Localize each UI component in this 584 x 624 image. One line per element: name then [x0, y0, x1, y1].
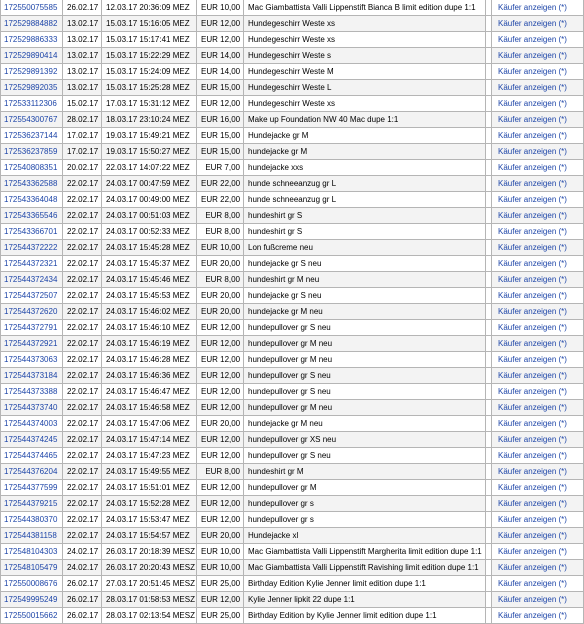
- price: EUR 12,00: [197, 352, 244, 368]
- end-date: 24.03.17 15:45:28 MEZ: [102, 240, 197, 256]
- table-row: [1, 272, 584, 288]
- item-number-link[interactable]: 172554300767: [1, 112, 63, 128]
- table-row: [1, 480, 584, 496]
- price: EUR 15,00: [197, 144, 244, 160]
- show-buyer-link[interactable]: Käufer anzeigen (*): [492, 320, 584, 336]
- end-date: 24.03.17 15:46:02 MEZ: [102, 304, 197, 320]
- table-row: [1, 208, 584, 224]
- item-number-link[interactable]: 172544377599: [1, 480, 63, 496]
- price: EUR 10,00: [197, 560, 244, 576]
- start-date: 22.02.17: [63, 448, 102, 464]
- table-row: [1, 48, 584, 64]
- item-number-link[interactable]: 172544372620: [1, 304, 63, 320]
- item-title: Birthday Edition by Kylie Jenner limit edition dupe 1:1: [244, 608, 486, 624]
- item-number-link[interactable]: 172543362588: [1, 176, 63, 192]
- table-row: [1, 80, 584, 96]
- start-date: 22.02.17: [63, 432, 102, 448]
- item-title: hundejacke gr S neu: [244, 256, 486, 272]
- end-date: 19.03.17 15:49:21 MEZ: [102, 128, 197, 144]
- item-title: hundepullover gr s: [244, 512, 486, 528]
- end-date: 24.03.17 15:46:19 MEZ: [102, 336, 197, 352]
- item-number-link[interactable]: 172536237144: [1, 128, 63, 144]
- start-date: 26.02.17: [63, 576, 102, 592]
- table-row: [1, 512, 584, 528]
- item-number-link[interactable]: 172544379215: [1, 496, 63, 512]
- table-row: [1, 384, 584, 400]
- price: EUR 25,00: [197, 576, 244, 592]
- item-title: hunde schneeanzug gr L: [244, 192, 486, 208]
- table-row: [1, 128, 584, 144]
- item-title: hundepullover gr M neu: [244, 336, 486, 352]
- price: EUR 20,00: [197, 528, 244, 544]
- start-date: 22.02.17: [63, 352, 102, 368]
- item-title: hundepullover gr S neu: [244, 320, 486, 336]
- item-number-link[interactable]: 172549995249: [1, 592, 63, 608]
- show-buyer-link[interactable]: Käufer anzeigen (*): [492, 480, 584, 496]
- start-date: 13.02.17: [63, 16, 102, 32]
- show-buyer-link[interactable]: Käufer anzeigen (*): [492, 432, 584, 448]
- table-row: [1, 368, 584, 384]
- item-title: hundejacke xxs: [244, 160, 486, 176]
- show-buyer-link[interactable]: Käufer anzeigen (*): [492, 272, 584, 288]
- start-date: 22.02.17: [63, 176, 102, 192]
- item-number-link[interactable]: 172548105479: [1, 560, 63, 576]
- show-buyer-link[interactable]: Käufer anzeigen (*): [492, 512, 584, 528]
- start-date: 22.02.17: [63, 368, 102, 384]
- item-title: hundepullover gr M neu: [244, 400, 486, 416]
- price: EUR 22,00: [197, 192, 244, 208]
- item-number-link[interactable]: 172544373063: [1, 352, 63, 368]
- item-number-link[interactable]: 172529886333: [1, 32, 63, 48]
- price: EUR 14,00: [197, 48, 244, 64]
- end-date: 24.03.17 00:47:59 MEZ: [102, 176, 197, 192]
- start-date: 22.02.17: [63, 304, 102, 320]
- start-date: 22.02.17: [63, 208, 102, 224]
- item-number-link[interactable]: 172544376204: [1, 464, 63, 480]
- item-number-link[interactable]: 172544373740: [1, 400, 63, 416]
- start-date: 22.02.17: [63, 224, 102, 240]
- show-buyer-link[interactable]: Käufer anzeigen (*): [492, 176, 584, 192]
- price: EUR 25,00: [197, 608, 244, 624]
- end-date: 15.03.17 15:16:05 MEZ: [102, 16, 197, 32]
- item-title: hundejacke gr M neu: [244, 416, 486, 432]
- item-title: Mac Giambattista Valli Lippenstift Bianca B limit edition dupe 1:1: [244, 0, 486, 16]
- show-buyer-link[interactable]: Käufer anzeigen (*): [492, 128, 584, 144]
- item-title: Kylie Jenner lipkit 22 dupe 1:1: [244, 592, 486, 608]
- end-date: 15.03.17 15:17:41 MEZ: [102, 32, 197, 48]
- show-buyer-link[interactable]: Käufer anzeigen (*): [492, 416, 584, 432]
- item-number-link[interactable]: 172550075585: [1, 0, 63, 16]
- table-body: [1, 0, 584, 624]
- start-date: 22.02.17: [63, 384, 102, 400]
- end-date: 28.03.17 01:58:53 MESZ: [102, 592, 197, 608]
- item-number-link[interactable]: 172544372434: [1, 272, 63, 288]
- item-number-link[interactable]: 172533112306: [1, 96, 63, 112]
- start-date: 17.02.17: [63, 144, 102, 160]
- end-date: 24.03.17 15:47:23 MEZ: [102, 448, 197, 464]
- show-buyer-link[interactable]: Käufer anzeigen (*): [492, 160, 584, 176]
- table-row: [1, 64, 584, 80]
- show-buyer-link[interactable]: Käufer anzeigen (*): [492, 336, 584, 352]
- price: EUR 12,00: [197, 32, 244, 48]
- table-row: [1, 592, 584, 608]
- price: EUR 12,00: [197, 384, 244, 400]
- item-title: Make up Foundation NW 40 Mac dupe 1:1: [244, 112, 486, 128]
- show-buyer-link[interactable]: Käufer anzeigen (*): [492, 368, 584, 384]
- item-title: Hundegeschirr Weste M: [244, 64, 486, 80]
- start-date: 24.02.17: [63, 544, 102, 560]
- show-buyer-link[interactable]: Käufer anzeigen (*): [492, 0, 584, 16]
- end-date: 15.03.17 15:25:28 MEZ: [102, 80, 197, 96]
- price: EUR 15,00: [197, 80, 244, 96]
- end-date: 24.03.17 15:52:28 MEZ: [102, 496, 197, 512]
- item-title: hundeshirt gr M neu: [244, 272, 486, 288]
- end-date: 26.03.17 20:20:43 MESZ: [102, 560, 197, 576]
- price: EUR 12,00: [197, 432, 244, 448]
- price: EUR 12,00: [197, 400, 244, 416]
- end-date: 24.03.17 15:47:06 MEZ: [102, 416, 197, 432]
- table-row: [1, 432, 584, 448]
- start-date: 22.02.17: [63, 320, 102, 336]
- price: EUR 12,00: [197, 592, 244, 608]
- end-date: 15.03.17 15:24:09 MEZ: [102, 64, 197, 80]
- end-date: 22.03.17 14:07:22 MEZ: [102, 160, 197, 176]
- start-date: 20.02.17: [63, 160, 102, 176]
- item-title: Mac Giambattista Valli Lippenstift Ravishing limit edition dupe 1:1: [244, 560, 486, 576]
- item-title: Hundejacke gr M: [244, 128, 486, 144]
- end-date: 18.03.17 23:10:24 MEZ: [102, 112, 197, 128]
- item-number-link[interactable]: 172544380370: [1, 512, 63, 528]
- start-date: 22.02.17: [63, 464, 102, 480]
- start-date: 13.02.17: [63, 48, 102, 64]
- start-date: 26.02.17: [63, 608, 102, 624]
- price: EUR 20,00: [197, 304, 244, 320]
- price: EUR 20,00: [197, 288, 244, 304]
- table-row: [1, 256, 584, 272]
- item-number-link[interactable]: 172544372321: [1, 256, 63, 272]
- item-number-link[interactable]: 172536237859: [1, 144, 63, 160]
- price: EUR 8,00: [197, 272, 244, 288]
- table-row: [1, 192, 584, 208]
- item-title: hunde schneeanzug gr L: [244, 176, 486, 192]
- start-date: 22.02.17: [63, 496, 102, 512]
- price: EUR 15,00: [197, 128, 244, 144]
- item-number-link[interactable]: 172550015662: [1, 608, 63, 624]
- price: EUR 12,00: [197, 368, 244, 384]
- show-buyer-link[interactable]: Käufer anzeigen (*): [492, 144, 584, 160]
- table-row: [1, 144, 584, 160]
- item-number-link[interactable]: 172544374245: [1, 432, 63, 448]
- show-buyer-link[interactable]: Käufer anzeigen (*): [492, 112, 584, 128]
- end-date: 24.03.17 15:46:36 MEZ: [102, 368, 197, 384]
- item-title: hundejacke gr M: [244, 144, 486, 160]
- item-title: Birthday Edition Kylie Jenner limit edition dupe 1:1: [244, 576, 486, 592]
- show-buyer-link[interactable]: Käufer anzeigen (*): [492, 592, 584, 608]
- item-number-link[interactable]: 172540808351: [1, 160, 63, 176]
- show-buyer-link[interactable]: Käufer anzeigen (*): [492, 48, 584, 64]
- start-date: 22.02.17: [63, 240, 102, 256]
- end-date: 24.03.17 00:49:00 MEZ: [102, 192, 197, 208]
- show-buyer-link[interactable]: Käufer anzeigen (*): [492, 496, 584, 512]
- show-buyer-link[interactable]: Käufer anzeigen (*): [492, 16, 584, 32]
- show-buyer-link[interactable]: Käufer anzeigen (*): [492, 224, 584, 240]
- show-buyer-link[interactable]: Käufer anzeigen (*): [492, 576, 584, 592]
- end-date: 24.03.17 15:46:47 MEZ: [102, 384, 197, 400]
- item-title: hundepullover gr XS neu: [244, 432, 486, 448]
- table-row: [1, 0, 584, 16]
- item-title: hundejacke gr M neu: [244, 304, 486, 320]
- item-number-link[interactable]: 172543366701: [1, 224, 63, 240]
- end-date: 24.03.17 15:45:37 MEZ: [102, 256, 197, 272]
- table-row: [1, 96, 584, 112]
- item-number-link[interactable]: 172529892035: [1, 80, 63, 96]
- price: EUR 22,00: [197, 176, 244, 192]
- table-row: [1, 496, 584, 512]
- end-date: 24.03.17 00:52:33 MEZ: [102, 224, 197, 240]
- start-date: 26.02.17: [63, 592, 102, 608]
- item-title: Hundegeschirr Weste s: [244, 48, 486, 64]
- show-buyer-link[interactable]: Käufer anzeigen (*): [492, 192, 584, 208]
- start-date: 17.02.17: [63, 128, 102, 144]
- price: EUR 12,00: [197, 480, 244, 496]
- item-number-link[interactable]: 172543364048: [1, 192, 63, 208]
- start-date: 22.02.17: [63, 400, 102, 416]
- show-buyer-link[interactable]: Käufer anzeigen (*): [492, 560, 584, 576]
- price: EUR 14,00: [197, 64, 244, 80]
- end-date: 24.03.17 15:45:46 MEZ: [102, 272, 197, 288]
- start-date: 13.02.17: [63, 80, 102, 96]
- item-title: hundepullover gr S neu: [244, 368, 486, 384]
- show-buyer-link[interactable]: Käufer anzeigen (*): [492, 544, 584, 560]
- table-row: [1, 544, 584, 560]
- item-title: Hundegeschirr Weste xs: [244, 16, 486, 32]
- item-title: Hundegeschirr Weste xs: [244, 96, 486, 112]
- start-date: 22.02.17: [63, 512, 102, 528]
- table-row: [1, 448, 584, 464]
- item-title: hundepullover gr M: [244, 480, 486, 496]
- end-date: 24.03.17 15:46:10 MEZ: [102, 320, 197, 336]
- item-title: hundeshirt gr S: [244, 208, 486, 224]
- start-date: 15.02.17: [63, 96, 102, 112]
- end-date: 24.03.17 15:47:14 MEZ: [102, 432, 197, 448]
- item-number-link[interactable]: 172544372791: [1, 320, 63, 336]
- end-date: 27.03.17 20:51:45 MESZ: [102, 576, 197, 592]
- table-row: [1, 112, 584, 128]
- start-date: 22.02.17: [63, 528, 102, 544]
- show-buyer-link[interactable]: Käufer anzeigen (*): [492, 352, 584, 368]
- start-date: 24.02.17: [63, 560, 102, 576]
- end-date: 26.03.17 20:18:39 MESZ: [102, 544, 197, 560]
- table-row: [1, 528, 584, 544]
- item-title: hundejacke gr S neu: [244, 288, 486, 304]
- table-row: [1, 288, 584, 304]
- price: EUR 12,00: [197, 336, 244, 352]
- item-number-link[interactable]: 172544373184: [1, 368, 63, 384]
- end-date: 24.03.17 00:51:03 MEZ: [102, 208, 197, 224]
- end-date: 15.03.17 15:22:29 MEZ: [102, 48, 197, 64]
- start-date: 28.02.17: [63, 112, 102, 128]
- item-number-link[interactable]: 172544372222: [1, 240, 63, 256]
- end-date: 24.03.17 15:45:53 MEZ: [102, 288, 197, 304]
- price: EUR 10,00: [197, 240, 244, 256]
- price: EUR 12,00: [197, 320, 244, 336]
- price: EUR 12,00: [197, 512, 244, 528]
- table-row: [1, 608, 584, 624]
- show-buyer-link[interactable]: Käufer anzeigen (*): [492, 528, 584, 544]
- item-number-link[interactable]: 172550008676: [1, 576, 63, 592]
- table-row: [1, 320, 584, 336]
- item-number-link[interactable]: 172529891392: [1, 64, 63, 80]
- show-buyer-link[interactable]: Käufer anzeigen (*): [492, 384, 584, 400]
- item-number-link[interactable]: 172544372507: [1, 288, 63, 304]
- show-buyer-link[interactable]: Käufer anzeigen (*): [492, 80, 584, 96]
- end-date: 19.03.17 15:50:27 MEZ: [102, 144, 197, 160]
- start-date: 22.02.17: [63, 272, 102, 288]
- price: EUR 7,00: [197, 160, 244, 176]
- price: EUR 12,00: [197, 96, 244, 112]
- start-date: 22.02.17: [63, 416, 102, 432]
- table-row: [1, 304, 584, 320]
- price: EUR 8,00: [197, 224, 244, 240]
- show-buyer-link[interactable]: Käufer anzeigen (*): [492, 240, 584, 256]
- show-buyer-link[interactable]: Käufer anzeigen (*): [492, 608, 584, 624]
- table-row: [1, 560, 584, 576]
- price: EUR 20,00: [197, 416, 244, 432]
- table-row: [1, 416, 584, 432]
- item-number-link[interactable]: 172544374003: [1, 416, 63, 432]
- end-date: 24.03.17 15:53:47 MEZ: [102, 512, 197, 528]
- start-date: 22.02.17: [63, 192, 102, 208]
- item-number-link[interactable]: 172544374465: [1, 448, 63, 464]
- price: EUR 8,00: [197, 464, 244, 480]
- price: EUR 16,00: [197, 112, 244, 128]
- start-date: 22.02.17: [63, 336, 102, 352]
- show-buyer-link[interactable]: Käufer anzeigen (*): [492, 208, 584, 224]
- table-row: [1, 336, 584, 352]
- end-date: 24.03.17 15:54:57 MEZ: [102, 528, 197, 544]
- item-title: Hundegeschirr Weste xs: [244, 32, 486, 48]
- show-buyer-link[interactable]: Käufer anzeigen (*): [492, 64, 584, 80]
- table-row: [1, 352, 584, 368]
- show-buyer-link[interactable]: Käufer anzeigen (*): [492, 32, 584, 48]
- table-row: [1, 400, 584, 416]
- end-date: 24.03.17 15:46:58 MEZ: [102, 400, 197, 416]
- end-date: 28.03.17 02:13:54 MESZ: [102, 608, 197, 624]
- price: EUR 10,00: [197, 0, 244, 16]
- show-buyer-link[interactable]: Käufer anzeigen (*): [492, 304, 584, 320]
- show-buyer-link[interactable]: Käufer anzeigen (*): [492, 464, 584, 480]
- item-title: Mac Giambattista Valli Lippenstift Margherita limit edition dupe 1:1: [244, 544, 486, 560]
- table-row: [1, 160, 584, 176]
- price: EUR 10,00: [197, 544, 244, 560]
- table-row: [1, 32, 584, 48]
- start-date: 22.02.17: [63, 480, 102, 496]
- start-date: 22.02.17: [63, 256, 102, 272]
- table-row: [1, 16, 584, 32]
- item-title: hundepullover gr M neu: [244, 352, 486, 368]
- item-number-link[interactable]: 172548104303: [1, 544, 63, 560]
- price: EUR 12,00: [197, 16, 244, 32]
- item-number-link[interactable]: 172529890414: [1, 48, 63, 64]
- start-date: 26.02.17: [63, 0, 102, 16]
- show-buyer-link[interactable]: Käufer anzeigen (*): [492, 448, 584, 464]
- item-number-link[interactable]: 172529884882: [1, 16, 63, 32]
- item-title: hundepullover gr S neu: [244, 448, 486, 464]
- item-title: hundeshirt gr S: [244, 224, 486, 240]
- item-number-link[interactable]: 172543365546: [1, 208, 63, 224]
- item-title: hundepullover gr s: [244, 496, 486, 512]
- item-title: Hundegeschirr Weste L: [244, 80, 486, 96]
- start-date: 13.02.17: [63, 64, 102, 80]
- end-date: 24.03.17 15:51:01 MEZ: [102, 480, 197, 496]
- price: EUR 8,00: [197, 208, 244, 224]
- start-date: 13.02.17: [63, 32, 102, 48]
- show-buyer-link[interactable]: Käufer anzeigen (*): [492, 96, 584, 112]
- table-row: [1, 240, 584, 256]
- item-title: hundepullover gr S neu: [244, 384, 486, 400]
- table-row: [1, 176, 584, 192]
- show-buyer-link[interactable]: Käufer anzeigen (*): [492, 400, 584, 416]
- item-number-link[interactable]: 172544381158: [1, 528, 63, 544]
- item-title: Hundejacke xl: [244, 528, 486, 544]
- end-date: 24.03.17 15:46:28 MEZ: [102, 352, 197, 368]
- start-date: 22.02.17: [63, 288, 102, 304]
- end-date: 24.03.17 15:49:55 MEZ: [102, 464, 197, 480]
- price: EUR 12,00: [197, 496, 244, 512]
- price: EUR 20,00: [197, 256, 244, 272]
- item-number-link[interactable]: 172544372921: [1, 336, 63, 352]
- end-date: 12.03.17 20:36:09 MEZ: [102, 0, 197, 16]
- item-title: hundeshirt gr M: [244, 464, 486, 480]
- end-date: 17.03.17 15:31:12 MEZ: [102, 96, 197, 112]
- show-buyer-link[interactable]: Käufer anzeigen (*): [492, 288, 584, 304]
- show-buyer-link[interactable]: Käufer anzeigen (*): [492, 256, 584, 272]
- item-number-link[interactable]: 172544373388: [1, 384, 63, 400]
- table-row: [1, 576, 584, 592]
- price: EUR 12,00: [197, 448, 244, 464]
- item-title: Lon fußcreme neu: [244, 240, 486, 256]
- table-row: [1, 224, 584, 240]
- table-row: [1, 464, 584, 480]
